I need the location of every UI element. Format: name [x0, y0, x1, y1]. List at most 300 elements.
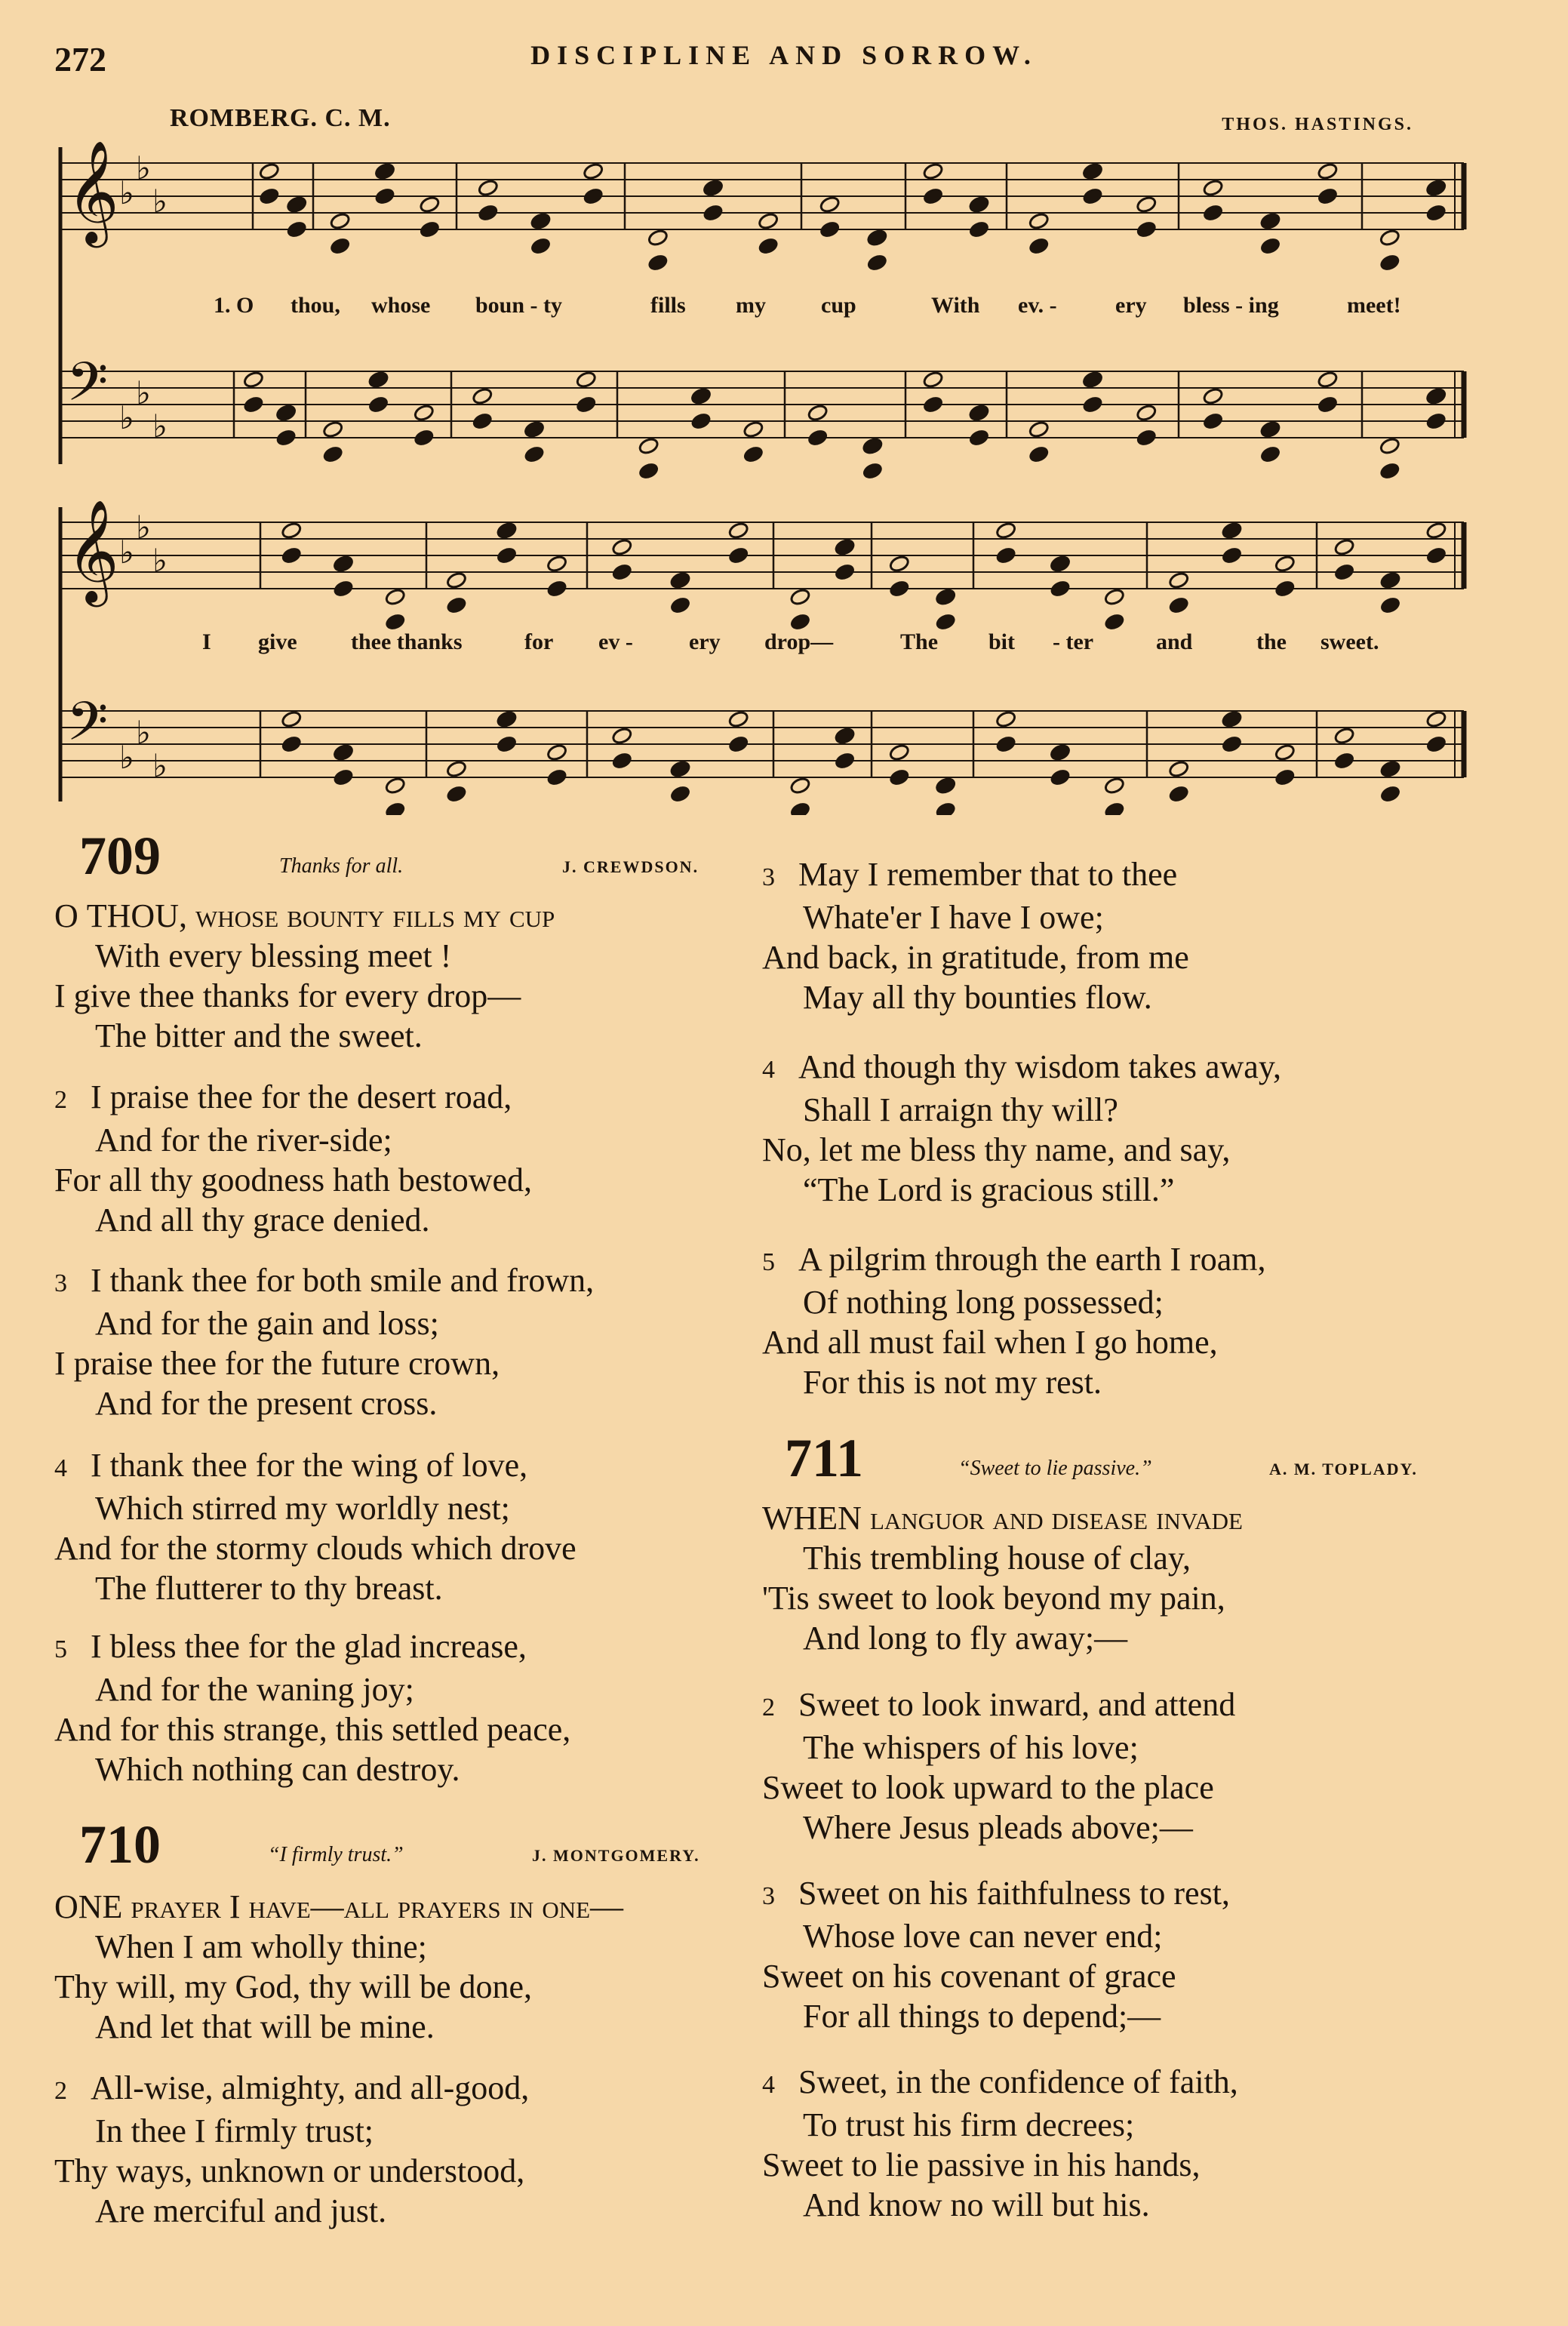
- note-head: [638, 462, 659, 481]
- note-head: [1333, 538, 1355, 557]
- lyric-syllable: ev -: [598, 629, 633, 654]
- stanza-number: 2: [54, 1086, 67, 1114]
- bass-clef-icon: 𝄢: [66, 351, 109, 426]
- stanza-line: I praise thee for the future crown,: [54, 1345, 500, 1382]
- stanza-line: May all thy bounties flow.: [803, 979, 1152, 1016]
- note-head: [1168, 785, 1190, 804]
- stanza-line: I thank thee for the wing of love,: [91, 1447, 528, 1484]
- note-head: [819, 195, 841, 214]
- stanza-line: I bless thee for the glad increase,: [91, 1628, 527, 1665]
- hymn-709-stanza-1: [54, 896, 555, 1056]
- stanza-line: With every blessing meet !: [95, 937, 452, 974]
- hymn-710-heading: [79, 1814, 743, 1875]
- note-head: [575, 395, 597, 414]
- stanza-line: I give thee thanks for every drop—: [54, 977, 521, 1014]
- stanza-line: 'Tis sweet to look beyond my pain,: [762, 1580, 1225, 1617]
- note-head: [1050, 768, 1071, 787]
- lyric-syllable: my: [736, 293, 766, 318]
- flat-icon: ♭: [152, 183, 168, 220]
- note-head: [1028, 212, 1050, 231]
- note-head: [789, 801, 811, 815]
- flat-icon: ♭: [152, 747, 168, 784]
- note-head: [322, 445, 344, 464]
- stanza-line: And for the stormy clouds which drove: [54, 1530, 576, 1567]
- note-head: [1202, 179, 1224, 198]
- note-head: [1317, 371, 1339, 389]
- note-head: [1259, 445, 1281, 464]
- hymn-709-stanza-5: [54, 1626, 570, 1789]
- note-head: [384, 588, 406, 607]
- note-head: [611, 563, 633, 582]
- note-head: [611, 727, 633, 746]
- note-head: [275, 429, 297, 448]
- lyric-syllable: The: [900, 629, 939, 654]
- note-head: [530, 212, 552, 231]
- stanza-line: THOU, whose bounty fills my cup: [86, 897, 555, 934]
- stanza-line: Are merciful and just.: [95, 2192, 387, 2229]
- note-head: [727, 710, 749, 729]
- note-head: [1274, 768, 1296, 787]
- note-head: [995, 710, 1017, 729]
- lyric-syllable: fills: [650, 293, 686, 318]
- stanza-line: And back, in gratitude, from me: [762, 939, 1189, 976]
- stanza-number: 4: [54, 1454, 67, 1482]
- stanza-line: And though thy wisdom takes away,: [798, 1048, 1281, 1085]
- lyric-syllable: ery: [689, 629, 721, 654]
- hymn-author: J. MONTGOMERY.: [532, 1846, 700, 1865]
- note-head: [995, 735, 1017, 754]
- lyric-syllable: the: [1256, 629, 1287, 654]
- stanza-line: And for this strange, this settled peace,: [54, 1711, 571, 1748]
- stanza-line: May I remember that to thee: [798, 856, 1178, 893]
- stanza-line: Sweet on his faithfulness to rest,: [798, 1875, 1230, 1912]
- stanza-line: And for the gain and loss;: [95, 1305, 439, 1342]
- note-head: [374, 187, 396, 206]
- note-head: [583, 162, 604, 181]
- stanza-first-word: O: [54, 897, 87, 934]
- note-head: [638, 437, 659, 456]
- note-head: [243, 395, 265, 414]
- note-head: [1425, 204, 1447, 223]
- note-head: [727, 546, 749, 565]
- note-head: [1274, 580, 1296, 598]
- hymn-709-stanza-4b: [762, 1047, 1281, 1210]
- flat-icon: ♭: [136, 149, 151, 186]
- stanza-line: Sweet, in the confidence of faith,: [798, 2063, 1238, 2100]
- hymn-710-stanza-1: [54, 1887, 623, 2047]
- flat-icon: ♭: [119, 534, 134, 571]
- stanza-line: Shall I arraign thy will?: [803, 1091, 1118, 1128]
- note-head: [611, 752, 633, 771]
- stanza-number: 5: [762, 1248, 775, 1276]
- note-head: [496, 522, 518, 540]
- note-head: [1425, 412, 1447, 431]
- hymn-711-stanza-2: [762, 1685, 1235, 1848]
- lyric-syllable: I: [202, 629, 211, 654]
- lyric-syllable: cup: [821, 293, 856, 318]
- lyric-syllable: give: [258, 629, 297, 654]
- tune-composer: THOS. HASTINGS.: [1222, 115, 1413, 134]
- lyric-syllable: ery: [1115, 293, 1147, 318]
- note-head: [1136, 429, 1158, 448]
- lyric-syllable: 1. O: [214, 293, 254, 318]
- note-head: [281, 710, 303, 729]
- note-head: [1221, 546, 1243, 565]
- note-head: [866, 229, 888, 248]
- hymn-709-stanza-4: [54, 1445, 576, 1608]
- note-head: [1259, 420, 1281, 439]
- note-head: [647, 254, 669, 272]
- stanza-line: The whispers of his love;: [803, 1729, 1139, 1766]
- flat-icon: ♭: [136, 374, 151, 411]
- stanza-first-word: O: [54, 1888, 78, 1925]
- note-head: [384, 613, 406, 632]
- flat-icon: ♭: [136, 714, 151, 751]
- note-head: [575, 371, 597, 389]
- note-head: [446, 571, 468, 590]
- note-head: [329, 212, 351, 231]
- note-head: [478, 179, 500, 198]
- note-head: [807, 429, 829, 448]
- note-head: [1168, 596, 1190, 615]
- hymn-number: 711: [785, 1428, 864, 1488]
- stanza-line: Where Jesus pleads above;—: [803, 1809, 1193, 1846]
- note-head: [259, 187, 281, 206]
- note-head: [1379, 462, 1401, 481]
- note-head: [669, 571, 691, 590]
- flat-icon: ♭: [119, 739, 134, 776]
- lyric-syllable: ev. -: [1018, 293, 1057, 318]
- stanza-line: Thy ways, unknown or understood,: [54, 2152, 525, 2189]
- note-head: [889, 768, 911, 787]
- note-head: [1050, 743, 1071, 762]
- stanza-line: The bitter and the sweet.: [95, 1017, 423, 1054]
- hymn-subtitle: “Sweet to lie passive.”: [958, 1457, 1152, 1480]
- note-head: [1082, 162, 1104, 181]
- hymn-709-stanza-3: [54, 1260, 594, 1423]
- note-head: [862, 437, 884, 456]
- stanza-line: All-wise, almighty, and all-good,: [91, 2069, 530, 2106]
- note-head: [286, 220, 308, 239]
- stanza-number: 4: [762, 1056, 775, 1084]
- lyric-syllable: - ter: [1053, 629, 1094, 654]
- hymn-author: J. CREWDSON.: [562, 857, 699, 876]
- stanza-line: Whate'er I have I owe;: [803, 899, 1104, 936]
- stanza-line: Sweet to look inward, and attend: [798, 1686, 1236, 1723]
- treble-clef-icon: 𝄞: [66, 498, 119, 602]
- note-head: [1379, 229, 1401, 248]
- stanza-line: No, let me bless thy name, and say,: [762, 1131, 1231, 1168]
- note-head: [524, 420, 546, 439]
- note-head: [935, 801, 957, 815]
- note-head: [758, 212, 779, 231]
- note-head: [1379, 571, 1401, 590]
- note-head: [935, 588, 957, 607]
- note-head: [333, 743, 355, 762]
- note-head: [546, 555, 568, 574]
- note-head: [374, 162, 396, 181]
- lyric-syllable: With: [931, 293, 980, 318]
- lyric-syllable: sweet.: [1321, 629, 1379, 654]
- treble-clef-icon: 𝄞: [66, 139, 119, 243]
- stanza-line: And let that will be mine.: [95, 2008, 435, 2045]
- note-head: [414, 429, 435, 448]
- flat-icon: ♭: [136, 509, 151, 546]
- hymn-711-stanza-1: [762, 1498, 1243, 1658]
- flat-icon: ♭: [152, 542, 168, 579]
- note-head: [866, 254, 888, 272]
- note-head: [834, 538, 856, 557]
- stanza-line: I thank thee for both smile and frown,: [91, 1262, 595, 1299]
- bass-clef-icon: 𝄢: [66, 691, 109, 766]
- stanza-number: 2: [762, 1694, 775, 1721]
- note-head: [1082, 395, 1104, 414]
- stanza-line: And long to fly away;—: [803, 1620, 1128, 1657]
- stanza-line: And for the river-side;: [95, 1121, 392, 1158]
- stanza-number: 3: [762, 1882, 775, 1910]
- note-head: [611, 538, 633, 557]
- note-head: [935, 613, 957, 632]
- note-head: [496, 710, 518, 729]
- hymn-711-stanza-4: [762, 2062, 1238, 2225]
- note-head: [1425, 179, 1447, 198]
- lyric-syllable: bit: [988, 629, 1016, 654]
- note-head: [530, 237, 552, 256]
- note-head: [669, 785, 691, 804]
- note-head: [669, 596, 691, 615]
- note-head: [669, 760, 691, 779]
- page-number: 272: [54, 40, 106, 78]
- note-head: [968, 429, 990, 448]
- note-head: [789, 588, 811, 607]
- stanza-line: Of nothing long possessed;: [803, 1284, 1164, 1321]
- note-head: [1317, 187, 1339, 206]
- note-head: [1082, 187, 1104, 206]
- note-head: [1221, 522, 1243, 540]
- note-head: [322, 420, 344, 439]
- stanza-line: Which nothing can destroy.: [95, 1751, 460, 1788]
- stanza-line: And know no will but his.: [803, 2186, 1150, 2223]
- note-head: [367, 395, 389, 414]
- stanza-line: The flutterer to thy breast.: [95, 1570, 443, 1607]
- stanza-number: 4: [762, 2071, 775, 2099]
- note-head: [1050, 580, 1071, 598]
- stanza-line: Which stirred my worldly nest;: [95, 1490, 510, 1527]
- note-head: [1379, 785, 1401, 804]
- note-head: [333, 768, 355, 787]
- note-head: [1379, 596, 1401, 615]
- note-head: [286, 195, 308, 214]
- running-head: DISCIPLINE AND SORROW.: [530, 40, 1038, 70]
- note-head: [524, 445, 546, 464]
- note-head: [1104, 777, 1126, 795]
- hymn-710-stanza-2: [54, 2068, 529, 2231]
- stanza-line: And all thy grace denied.: [95, 1201, 430, 1238]
- note-head: [1274, 555, 1296, 574]
- note-head: [1168, 760, 1190, 779]
- note-head: [384, 801, 406, 815]
- lyric-syllable: meet!: [1347, 293, 1401, 318]
- note-head: [742, 420, 764, 439]
- note-head: [1136, 195, 1158, 214]
- note-head: [496, 546, 518, 565]
- stanza-first-word: W: [762, 1500, 794, 1537]
- note-head: [384, 777, 406, 795]
- note-head: [968, 404, 990, 423]
- stanza-line: For all things to depend;—: [803, 1998, 1161, 2035]
- note-head: [889, 580, 911, 598]
- lyric-syllable: thou,: [291, 293, 340, 318]
- note-head: [1050, 555, 1071, 574]
- stanza-line: To trust his firm decrees;: [803, 2106, 1135, 2143]
- music-score: [0, 0, 1568, 815]
- note-head: [703, 204, 724, 223]
- hymn-number: 710: [79, 1814, 161, 1875]
- hymn-author: A. M. TOPLADY.: [1269, 1460, 1418, 1478]
- stanza-line: Sweet to lie passive in his hands,: [762, 2146, 1201, 2183]
- note-head: [1333, 563, 1355, 582]
- stanza-number: 2: [54, 2077, 67, 2105]
- note-head: [995, 522, 1017, 540]
- note-head: [727, 522, 749, 540]
- note-head: [446, 760, 468, 779]
- note-head: [419, 195, 441, 214]
- note-head: [1104, 588, 1126, 607]
- note-head: [889, 743, 911, 762]
- note-head: [922, 187, 944, 206]
- stanza-line: When I am wholly thine;: [95, 1928, 427, 1965]
- tune-name: ROMBERG. C. M.: [170, 104, 391, 132]
- note-head: [1202, 412, 1224, 431]
- note-head: [243, 371, 265, 389]
- note-head: [1082, 371, 1104, 389]
- lyric-syllable: thee thanks: [351, 629, 463, 654]
- stanza-line: Sweet to look upward to the place: [762, 1769, 1214, 1806]
- note-head: [647, 229, 669, 248]
- lyric-syllable: bless - ing: [1183, 293, 1279, 318]
- note-head: [1379, 254, 1401, 272]
- note-head: [758, 237, 779, 256]
- note-head: [727, 735, 749, 754]
- note-head: [275, 404, 297, 423]
- note-head: [1136, 404, 1158, 423]
- note-head: [789, 613, 811, 632]
- note-head: [690, 412, 712, 431]
- note-head: [1379, 437, 1401, 456]
- stanza-line: Thy will, my God, thy will be done,: [54, 1968, 533, 2005]
- hymn-subtitle: Thanks for all.: [279, 854, 404, 878]
- hymn-number: 709: [79, 826, 161, 886]
- lyric-syllable: and: [1156, 629, 1193, 654]
- note-head: [1104, 801, 1126, 815]
- hymn-711-stanza-3: [762, 1873, 1230, 2036]
- note-head: [333, 555, 355, 574]
- flat-icon: ♭: [152, 408, 168, 445]
- note-head: [1425, 387, 1447, 406]
- stanza-line: NE prayer I have—all prayers in one—: [78, 1888, 624, 1925]
- note-head: [1168, 571, 1190, 590]
- note-head: [1274, 743, 1296, 762]
- note-head: [1221, 710, 1243, 729]
- note-head: [807, 404, 829, 423]
- note-head: [281, 546, 303, 565]
- note-head: [478, 204, 500, 223]
- note-head: [995, 546, 1017, 565]
- note-head: [1333, 727, 1355, 746]
- note-head: [1317, 162, 1339, 181]
- note-head: [1379, 760, 1401, 779]
- note-head: [1259, 237, 1281, 256]
- hymn-709-stanza-3b: [762, 854, 1189, 1017]
- note-head: [1028, 445, 1050, 464]
- lyric-syllable: boun - ty: [475, 293, 563, 318]
- hymn-709-stanza-2: [54, 1077, 532, 1240]
- note-head: [1259, 212, 1281, 231]
- stanza-line: And for the waning joy;: [95, 1671, 414, 1708]
- note-head: [1202, 204, 1224, 223]
- stanza-line: HEN languor and disease invade: [793, 1500, 1243, 1537]
- note-head: [281, 735, 303, 754]
- note-head: [1221, 735, 1243, 754]
- note-head: [789, 777, 811, 795]
- note-head: [862, 462, 884, 481]
- note-head: [922, 371, 944, 389]
- note-head: [1136, 220, 1158, 239]
- note-head: [742, 445, 764, 464]
- stanza-line: A pilgrim through the earth I roam,: [798, 1241, 1266, 1278]
- stanza-line: And all must fail when I go home,: [762, 1324, 1218, 1361]
- stanza-line: And for the present cross.: [95, 1385, 438, 1422]
- note-head: [333, 580, 355, 598]
- stanza-line: Sweet on his covenant of grace: [762, 1958, 1176, 1995]
- note-head: [1202, 387, 1224, 406]
- note-head: [1104, 613, 1126, 632]
- stanza-number: 3: [54, 1269, 67, 1297]
- note-head: [546, 768, 568, 787]
- note-head: [414, 404, 435, 423]
- note-head: [367, 371, 389, 389]
- note-head: [496, 735, 518, 754]
- stanza-number: 5: [54, 1635, 67, 1663]
- note-head: [329, 237, 351, 256]
- note-head: [583, 187, 604, 206]
- hymn-711-heading: [785, 1428, 1539, 1488]
- note-head: [546, 580, 568, 598]
- note-head: [1425, 522, 1447, 540]
- note-head: [446, 596, 468, 615]
- stanza-line: “The Lord is gracious still.”: [803, 1171, 1175, 1208]
- hymn-709-heading: [79, 826, 728, 886]
- note-head: [834, 752, 856, 771]
- note-head: [968, 220, 990, 239]
- flat-icon: ♭: [119, 399, 134, 436]
- note-head: [259, 162, 281, 181]
- note-head: [834, 563, 856, 582]
- note-head: [419, 220, 441, 239]
- note-head: [472, 412, 493, 431]
- note-head: [889, 555, 911, 574]
- stanza-line: This trembling house of clay,: [803, 1540, 1191, 1577]
- note-head: [446, 785, 468, 804]
- stanza-line: I praise thee for the desert road,: [91, 1078, 512, 1115]
- note-head: [922, 162, 944, 181]
- note-head: [1425, 546, 1447, 565]
- note-head: [546, 743, 568, 762]
- stanza-line: In thee I firmly trust;: [95, 2112, 374, 2149]
- hymn-709-stanza-5b: [762, 1239, 1266, 1402]
- stanza-line: Whose love can never end;: [803, 1918, 1163, 1955]
- note-head: [1425, 735, 1447, 754]
